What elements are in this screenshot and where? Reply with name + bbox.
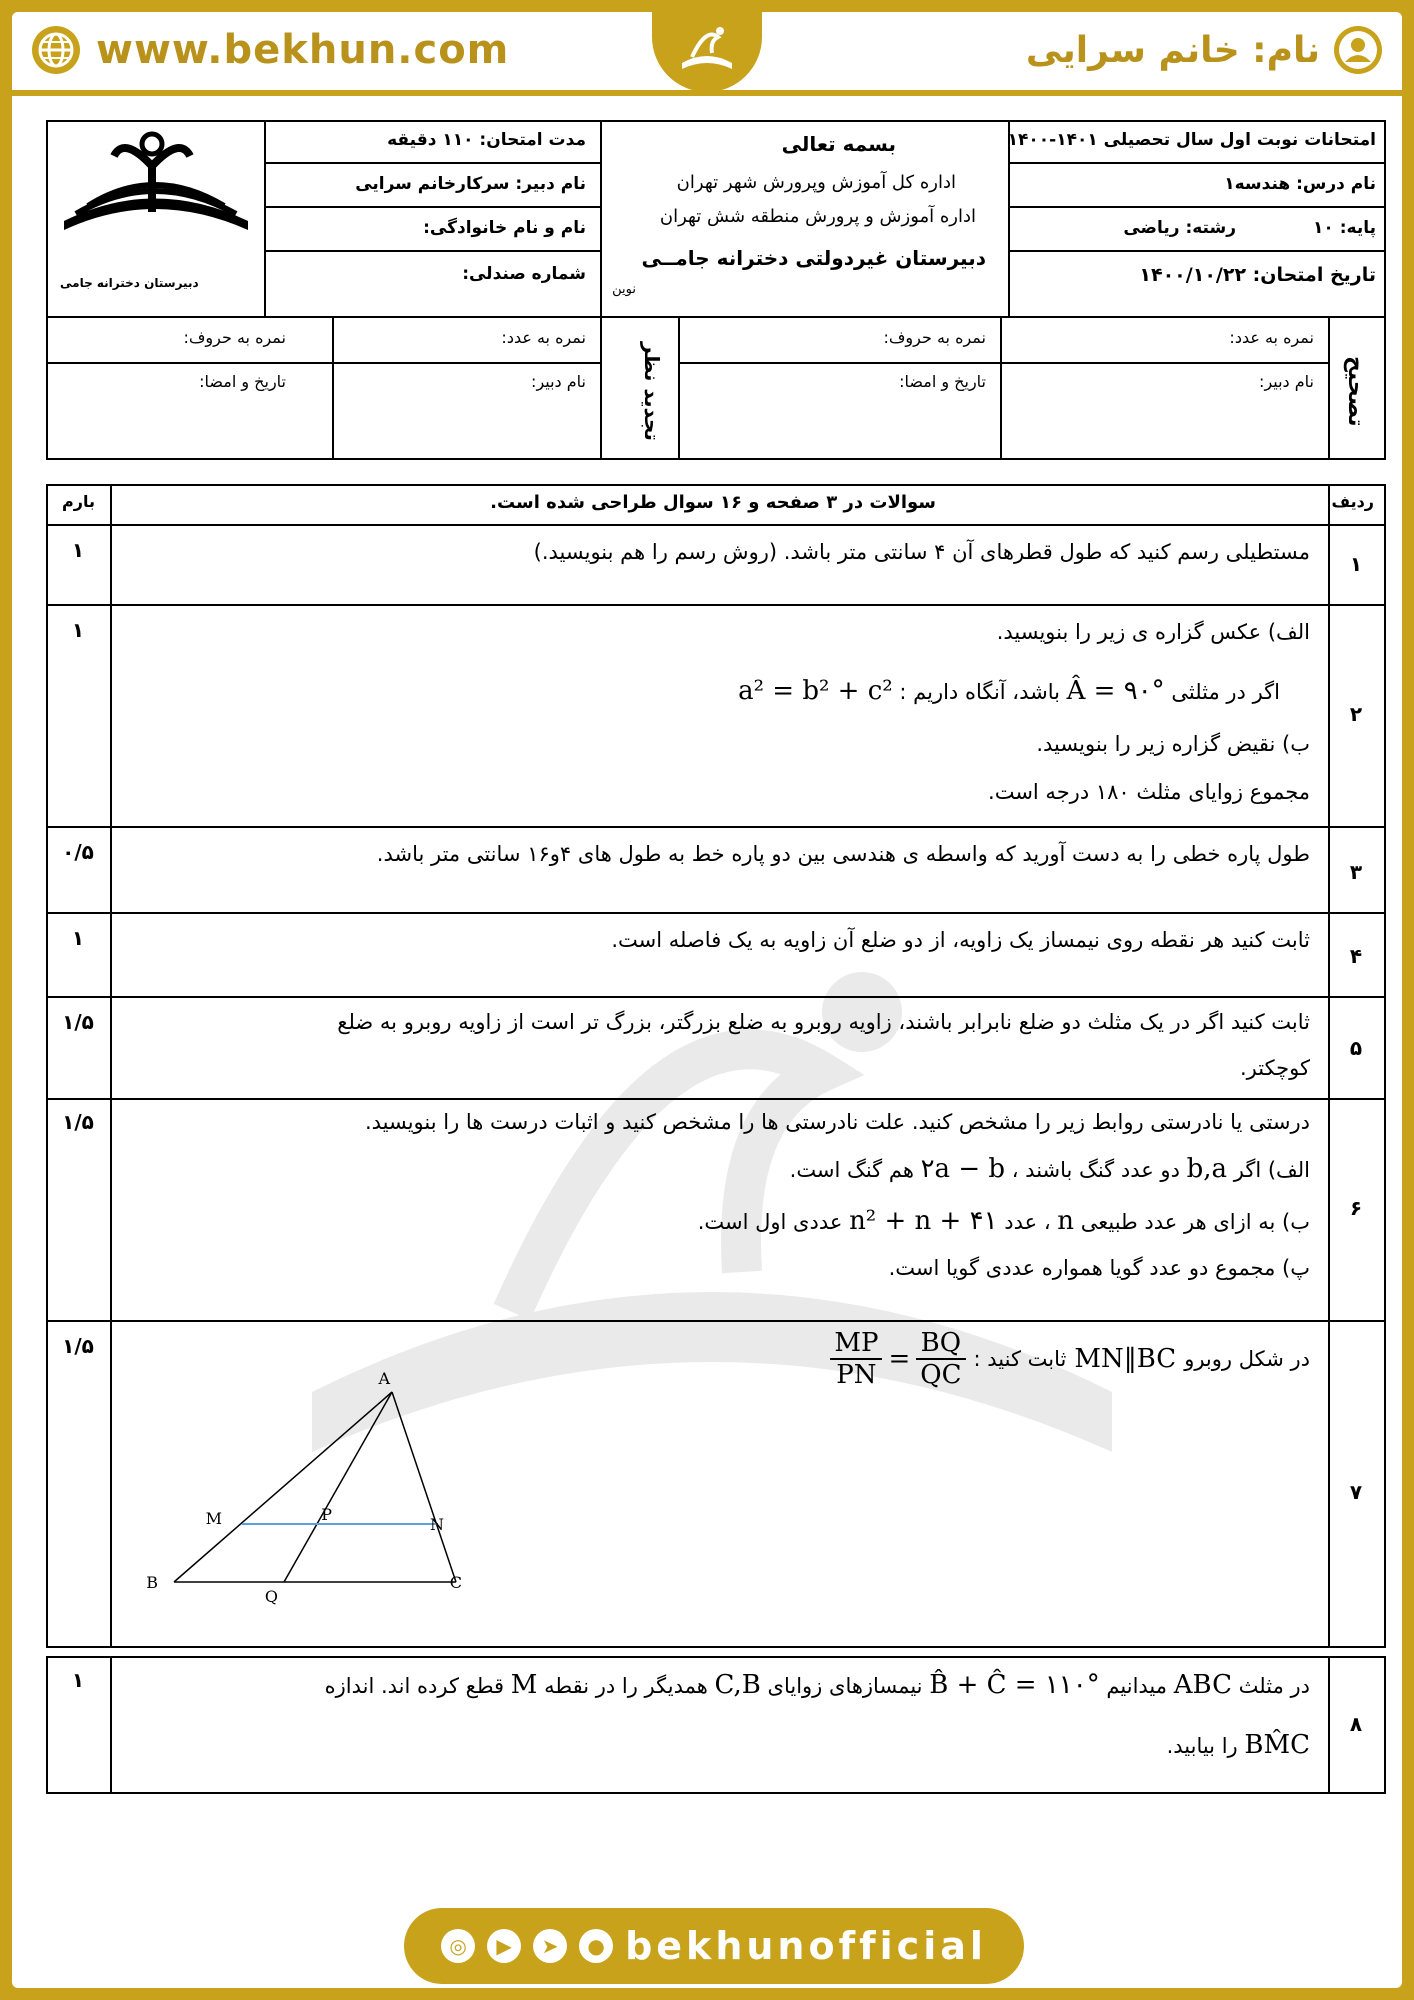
school-name: دبیرستان غیردولتی دخترانه جامــی bbox=[641, 246, 986, 270]
divider bbox=[264, 206, 602, 208]
question-text bbox=[738, 676, 1280, 706]
question-text bbox=[325, 1670, 1310, 1700]
exam-date: تاریخ امتحان: ۱۴۰۰/۱۰/۲۲ bbox=[1139, 264, 1376, 286]
side-AC bbox=[392, 1392, 456, 1582]
text-part: اگر در مثلثی bbox=[1171, 680, 1280, 704]
question-text: کوچکتر. bbox=[1239, 1056, 1310, 1080]
owner-name-badge bbox=[1026, 24, 1384, 76]
label-A: A bbox=[378, 1370, 390, 1388]
divider bbox=[264, 250, 602, 252]
question-text: ثابت کنید هر نقطه روی نیمساز یک زاویه، از دو ضلع آن زاویه به یک فاصله است. bbox=[611, 928, 1310, 952]
divider bbox=[1008, 206, 1386, 208]
math-expr: b,a bbox=[1186, 1154, 1228, 1184]
website-badge[interactable] bbox=[30, 24, 509, 76]
ratio-equation bbox=[830, 1328, 965, 1390]
question-text: مستطیلی رسم کنید که طول قطرهای آن ۴ سانتی متر باشد. (روش رسم را هم بنویسید.) bbox=[533, 540, 1310, 564]
question-text bbox=[698, 1206, 1310, 1236]
teacher-name-1: نام دبیر: bbox=[1259, 372, 1314, 391]
social-bar[interactable] bbox=[404, 1908, 1024, 1984]
divider bbox=[46, 362, 602, 364]
website-url: www.bekhun.com bbox=[96, 27, 510, 73]
logo-caption: دبیرستان دخترانه جامی bbox=[60, 276, 199, 290]
fraction bbox=[916, 1328, 965, 1390]
table-description: سوالات در ۳ صفحه و ۱۶ سوال طراحی شده است. bbox=[490, 492, 936, 513]
social-handle: bekhunofficial bbox=[625, 1924, 987, 1968]
divider bbox=[46, 604, 1386, 606]
row-number: ۱ bbox=[1349, 552, 1363, 576]
divider bbox=[264, 120, 266, 318]
score-value: ۱/۵ bbox=[62, 1334, 94, 1358]
divider bbox=[678, 316, 680, 460]
triangle-figure bbox=[146, 1370, 576, 1610]
score-digits-1: نمره به عدد: bbox=[1229, 328, 1314, 347]
youtube-icon[interactable]: ▶ bbox=[487, 1929, 521, 1963]
telegram-icon[interactable]: ➤ bbox=[533, 1929, 567, 1963]
divider bbox=[678, 362, 1330, 364]
text-part: عددی اول است. bbox=[697, 1210, 843, 1234]
divider bbox=[46, 912, 1386, 914]
top-divider bbox=[12, 90, 1402, 96]
text-part: دو عدد گنگ باشند ، bbox=[1011, 1158, 1180, 1182]
bekhun-logo bbox=[652, 12, 762, 92]
divider bbox=[110, 1656, 112, 1794]
owner-name: نام: خانم سرایی bbox=[1025, 29, 1320, 71]
divider bbox=[110, 484, 112, 1648]
score-header: بارم bbox=[62, 492, 95, 511]
math-expr: a² = b² + c² bbox=[738, 676, 893, 706]
math-expr: ۲a − b bbox=[920, 1154, 1006, 1184]
instagram-icon[interactable]: ◎ bbox=[441, 1929, 475, 1963]
exam-title: امتحانات نوبت اول سال تحصیلی ۱۴۰۱-۱۴۰۰ bbox=[1007, 130, 1376, 150]
text-part: ب) به ازای هر عدد طبیعی bbox=[1080, 1210, 1310, 1234]
math-expr: B̂ + Ĉ = ۱۱۰° bbox=[929, 1670, 1100, 1700]
text-part: ، عدد bbox=[1004, 1210, 1051, 1234]
row-number: ۳ bbox=[1349, 860, 1363, 884]
row-header: ردیف bbox=[1331, 492, 1374, 511]
label-P: P bbox=[321, 1505, 332, 1524]
text-part: همدیگر را در نقطه bbox=[544, 1674, 708, 1698]
divider bbox=[1328, 484, 1330, 1648]
equals-sign: = bbox=[888, 1344, 911, 1374]
student-name-label: نام و نام خانوادگی: bbox=[423, 218, 586, 238]
row-number: ۸ bbox=[1349, 1712, 1363, 1736]
school-logo-icon bbox=[54, 126, 258, 246]
question-text: ثابت کنید اگر در یک مثلث دو ضلع نابرابر باشند، زاویه روبرو به ضلع بزرگتر، بزرگ تر است از زاویه روبرو به ضلع bbox=[337, 1010, 1310, 1034]
correction-label: تصحیح bbox=[1343, 356, 1368, 427]
denominator: PN bbox=[836, 1360, 877, 1390]
top-banner bbox=[12, 12, 1402, 92]
numerator: MP bbox=[830, 1328, 882, 1360]
math-expr: ABC bbox=[1173, 1670, 1232, 1700]
divider bbox=[1328, 316, 1330, 460]
grade: پایه: ۱۰ bbox=[1313, 218, 1376, 238]
divider bbox=[46, 524, 1386, 526]
seat-number-label: شماره صندلی: bbox=[462, 264, 586, 284]
org-line-1: اداره کل آموزش وپرورش شهر تهران bbox=[676, 172, 956, 193]
label-Q: Q bbox=[264, 1587, 278, 1606]
divider bbox=[332, 316, 334, 460]
row-number: ۶ bbox=[1349, 1196, 1363, 1220]
score-letters-2: نمره به حروف: bbox=[183, 328, 286, 347]
segment-AQ bbox=[284, 1392, 392, 1582]
question-text bbox=[790, 1154, 1310, 1184]
score-value: ۱/۵ bbox=[62, 1010, 94, 1034]
date-signature-2: تاریخ و امضا: bbox=[199, 372, 286, 391]
math-expr: C,B bbox=[714, 1670, 761, 1700]
label-C: C bbox=[449, 1573, 462, 1592]
score-digits-2: نمره به عدد: bbox=[501, 328, 586, 347]
user-icon bbox=[1332, 24, 1384, 76]
text-part: نیمسازهای زوایای bbox=[767, 1674, 923, 1698]
math-expr: BM̂C bbox=[1244, 1730, 1310, 1760]
subject-name: نام درس: هندسه۱ bbox=[1224, 174, 1376, 194]
divider bbox=[46, 1320, 1386, 1322]
exam-duration: مدت امتحان: ۱۱۰ دقیقه bbox=[387, 130, 586, 150]
score-value: ۱ bbox=[71, 926, 85, 950]
org-line-2: اداره آموزش و پرورش منطقه شش تهران bbox=[659, 206, 976, 227]
question-text: طول پاره خطی را به دست آورید که واسطه ی هندسی بین دو پاره خط به طول های ۴و۱۶ سانتی متر باشد. bbox=[376, 842, 1310, 866]
score-value: ۱ bbox=[71, 618, 85, 642]
question-text: مجموع زوایای مثلث ۱۸۰ درجه است. bbox=[988, 780, 1310, 804]
divider bbox=[46, 996, 1386, 998]
divider bbox=[1000, 316, 1002, 460]
fraction bbox=[830, 1328, 882, 1390]
question-text: ب) نقیض گزاره زیر را بنویسید. bbox=[1036, 732, 1310, 756]
score-value: ۱/۵ bbox=[62, 1110, 94, 1134]
text-part: در شکل روبرو bbox=[1184, 1347, 1310, 1371]
denominator: QC bbox=[920, 1360, 962, 1390]
question-text bbox=[830, 1328, 1310, 1390]
text-part: الف) اگر bbox=[1233, 1158, 1310, 1182]
text-part: در مثلث bbox=[1238, 1674, 1310, 1698]
score-value: ۰/۵ bbox=[62, 840, 94, 864]
divider bbox=[46, 826, 1386, 828]
math-expr: M bbox=[510, 1670, 538, 1700]
score-value: ۱ bbox=[71, 1668, 85, 1692]
field: رشته: ریاضی bbox=[1123, 218, 1236, 238]
divider bbox=[264, 162, 602, 164]
question-text: پ) مجموع دو عدد گویا همواره عددی گویا است. bbox=[888, 1256, 1310, 1280]
row-number: ۷ bbox=[1349, 1480, 1363, 1504]
math-expr: n bbox=[1057, 1206, 1075, 1236]
aparat-icon[interactable]: ● bbox=[579, 1929, 613, 1963]
teacher-name-2: نام دبیر: bbox=[531, 372, 586, 391]
question-text: الف) عکس گزاره ی زیر را بنویسید. bbox=[996, 620, 1310, 644]
side-AB bbox=[174, 1392, 392, 1582]
date-signature-1: تاریخ و امضا: bbox=[899, 372, 986, 391]
teacher-name: نام دبیر: سرکارخانم سرایی bbox=[355, 174, 586, 194]
math-expr: n² + n + ۴۱ bbox=[849, 1206, 998, 1236]
text-part: را بیابید. bbox=[1166, 1734, 1238, 1758]
review-label: تجدید نظر bbox=[640, 342, 664, 441]
label-M: M bbox=[205, 1509, 222, 1528]
text-part: میدانیم bbox=[1106, 1674, 1168, 1698]
page bbox=[12, 12, 1402, 1988]
school-sub: نوین bbox=[612, 282, 636, 297]
row-number: ۵ bbox=[1349, 1036, 1363, 1060]
divider bbox=[1008, 250, 1386, 252]
globe-icon bbox=[30, 24, 82, 76]
text-part: هم گنگ است. bbox=[789, 1158, 914, 1182]
label-N: N bbox=[430, 1515, 444, 1534]
book-logo-icon bbox=[672, 19, 742, 85]
question-text: درستی یا نادرستی روابط زیر را مشخص کنید. علت نادرستی ها را مشخص کنید و اثبات درست ها را بنویسید. bbox=[364, 1110, 1310, 1134]
divider bbox=[46, 1098, 1386, 1100]
numerator: BQ bbox=[916, 1328, 965, 1360]
label-B: B bbox=[146, 1573, 158, 1592]
text-part: قطع کرده اند. اندازه bbox=[324, 1674, 505, 1698]
divider bbox=[600, 120, 602, 318]
divider bbox=[1008, 162, 1386, 164]
score-letters-1: نمره به حروف: bbox=[883, 328, 986, 347]
divider bbox=[1328, 1656, 1330, 1794]
text-part: باشد، آنگاه داریم : bbox=[899, 680, 1060, 704]
text-part: ثابت کنید : bbox=[973, 1347, 1067, 1371]
math-expr: MN‖BC bbox=[1074, 1344, 1177, 1374]
math-expr: Â = ۹۰° bbox=[1066, 676, 1165, 706]
bismillah: بسمه تعالی bbox=[781, 132, 896, 156]
score-value: ۱ bbox=[71, 538, 85, 562]
divider bbox=[600, 316, 602, 460]
row-number: ۲ bbox=[1349, 702, 1363, 726]
row-number: ۴ bbox=[1349, 944, 1363, 968]
question-text bbox=[1167, 1730, 1310, 1760]
